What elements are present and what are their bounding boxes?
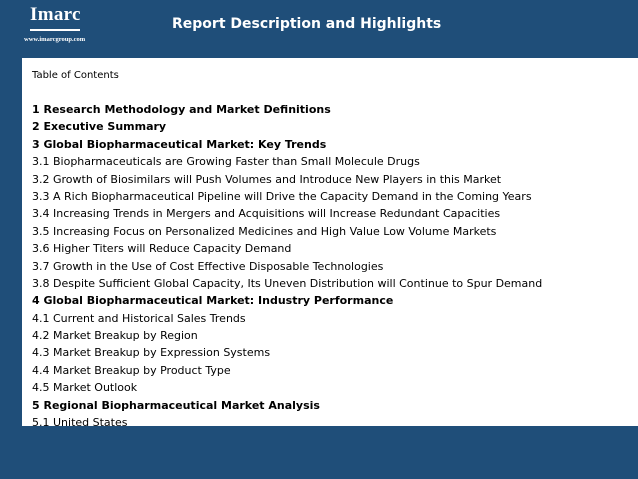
toc-item: 5 Regional Biopharmaceutical Market Analysis [32, 398, 320, 412]
toc-item: 4.3 Market Breakup by Expression Systems [32, 346, 271, 360]
page-title: Report Description and Highlights [172, 16, 442, 32]
toc-item: 4.5 Market Outlook [32, 381, 138, 395]
imarc-logo: Imarc [30, 4, 81, 25]
logo-url: www.imarcgroup.com [24, 36, 86, 43]
toc-item: 2 Executive Summary [32, 120, 167, 134]
toc-item: 3.1 Biopharmaceuticals are Growing Faster than Small Molecule Drugs [32, 155, 420, 169]
toc-item: 4 Global Biopharmaceutical Market: Industry Performance [32, 294, 394, 308]
toc-heading: Table of Contents [32, 70, 119, 81]
toc-item: 1 Research Methodology and Market Definitions [32, 103, 331, 116]
toc-item: 3.8 Despite Sufficient Global Capacity, Its Uneven Distribution will Continue to Spur Demand [32, 276, 543, 290]
toc-item: 3.2 Growth of Biosimilars will Push Volumes and Introduce New Players in this Market [32, 172, 502, 186]
toc-item: 4.4 Market Breakup by Product Type [32, 363, 231, 377]
toc-item: 3.4 Increasing Trends in Mergers and Acquisitions will Increase Redundant Capacities [32, 207, 501, 221]
toc-item: 4.2 Market Breakup by Region [32, 329, 198, 343]
toc-item: 3.5 Increasing Focus on Personalized Medicines and High Value Low Volume Markets [32, 224, 497, 238]
toc-item: 3 Global Biopharmaceutical Market: Key Trends [32, 137, 327, 151]
toc-item: 4.1 Current and Historical Sales Trends [32, 311, 246, 325]
toc-item: 3.7 Growth in the Use of Cost Effective Disposable Technologies [32, 259, 384, 273]
content-panel [22, 58, 638, 430]
header-bar [0, 0, 638, 58]
toc-item: 5.1 United States [32, 416, 128, 430]
toc-list [32, 101, 542, 431]
toc-item: 3.6 Higher Titers will Reduce Capacity Demand [32, 242, 292, 256]
logo-underline [30, 29, 80, 31]
toc-item: 3.3 A Rich Biopharmaceutical Pipeline will Drive the Capacity Demand in the Coming Years [32, 189, 532, 203]
